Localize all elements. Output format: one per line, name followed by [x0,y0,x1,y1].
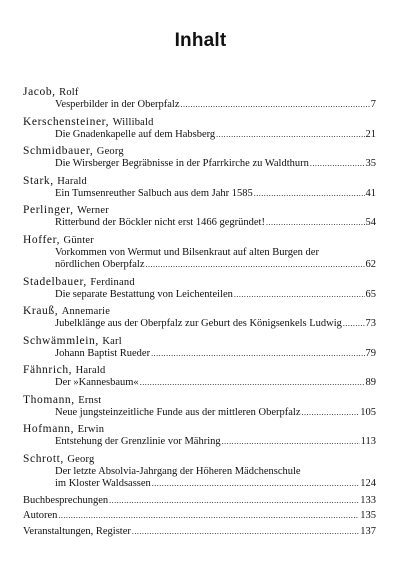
leader-dots [254,188,365,201]
page-number: 135 [360,510,376,521]
author-name: Schwämmlein, Karl [23,334,122,347]
section-title: Autoren [23,510,58,521]
article-title: Ritterbund der Böckler nicht erst 1466 gegründet! [55,217,265,228]
author-name: Schrott, Georg [23,452,95,465]
page-number: 105 [360,406,376,418]
toc-entry [23,335,376,361]
section-line [23,510,376,523]
article-title: im Kloster Waldsassen [55,478,151,489]
page-number: 113 [360,436,376,447]
leader-dots [152,478,359,491]
author-name: Stark, Harald [23,174,88,187]
leader-dots [151,348,364,361]
toc-entry [23,234,376,272]
author-name: Krauß, Annemarie [23,305,111,317]
article-title: Jubelklänge aus der Oberpfalz zur Geburt des Königsenkels Ludwig [55,318,342,329]
toc-entry [23,276,376,302]
toc-entry [23,86,376,112]
toc-entry [23,305,376,331]
article-title: Johann Baptist Rueder [55,347,151,359]
toc-entry [23,453,376,491]
toc-entry [23,145,376,171]
article-title: Vorkommen von Wermut und Bilsenkraut auf alten Burgen der [55,246,319,258]
article-line [23,99,376,112]
article-title: Vesperbilder in der Oberpfalz [55,99,180,110]
page-number: 133 [360,494,376,506]
page-number: 79 [365,347,376,359]
article-title: Ein Tumsenreuther Salbuch aus dem Jahr 1585 [55,187,253,199]
toc-entry [23,394,376,420]
page-number: 41 [365,187,376,199]
leader-dots [310,158,365,171]
article-line [23,158,376,171]
leader-dots [216,129,364,142]
author-name: Kerschensteiner, Willibald [23,115,154,128]
leader-dots [109,495,359,508]
article-line [23,318,376,331]
article-line [23,188,376,201]
leader-dots [234,289,365,302]
leader-dots [132,526,359,539]
page-number: 21 [365,128,376,140]
article-line [23,436,376,449]
page-title: Inhalt [174,30,227,51]
leader-dots [181,99,370,112]
article-line [23,289,376,302]
section-line [23,526,376,539]
author-name: Schmidbauer, Georg [23,145,124,157]
leader-dots [146,259,365,272]
article-title: Die Wirsberger Begräbnisse in der Pfarrkirche zu Waldthurn [55,158,309,169]
article-title: Die separate Bestattung von Leichenteilen [55,288,233,300]
author-name: Stadelbauer, Ferdinand [23,275,135,288]
page-number: 73 [365,318,376,329]
leader-dots [58,510,359,523]
page-number: 124 [360,478,376,489]
author-name: Jacob, Rolf [23,86,79,98]
article-title: Der letzte Absolvia-Jahrgang der Höheren Mädchenschule [55,465,301,477]
table-of-contents [23,86,376,541]
page-number: 35 [365,158,376,169]
article-line [23,129,376,142]
leader-dots [343,318,365,331]
article-line [23,259,376,272]
article-line [23,348,376,361]
page-number: 54 [365,217,376,228]
page-number: 89 [365,377,376,388]
article-title: Die Gnadenkapelle auf dem Habsberg [55,128,216,140]
article-title: Entstehung der Grenzlinie vor Mähring [55,436,221,447]
leader-dots [222,436,360,449]
page-number: 65 [365,288,376,300]
article-title: Neue jungsteinzeitliche Funde aus der mittleren Oberpfalz [55,406,301,418]
article-line [23,377,376,390]
section-title: Buchbesprechungen [23,494,109,506]
section-line [23,495,376,508]
author-name: Hofmann, Erwin [23,423,105,435]
page-number: 7 [370,99,376,110]
toc-entry [23,116,376,142]
author-name: Thomann, Ernst [23,393,102,406]
page-number: 62 [365,259,376,270]
toc-entry-events-register [23,526,376,539]
article-line [23,478,376,491]
author-name: Fähnrich, Harald [23,364,106,376]
article-line [23,407,376,420]
leader-dots [302,407,360,420]
article-line [23,217,376,230]
leader-dots [266,217,365,230]
article-line [23,247,376,260]
section-title: Veranstaltungen, Register [23,525,131,537]
article-line [23,466,376,479]
toc-entry [23,364,376,390]
toc-entry [23,204,376,230]
author-name: Perlinger, Werner [23,204,109,216]
article-title: Der »Kannesbaum« [55,377,139,388]
leader-dots [140,377,365,390]
toc-entry-book-reviews [23,495,376,508]
author-name: Hoffer, Günter [23,233,94,246]
page-number: 137 [360,525,376,537]
article-title: nördlichen Oberpfalz [55,259,145,270]
toc-entry-authors [23,510,376,523]
toc-entry [23,175,376,201]
toc-entry [23,423,376,449]
